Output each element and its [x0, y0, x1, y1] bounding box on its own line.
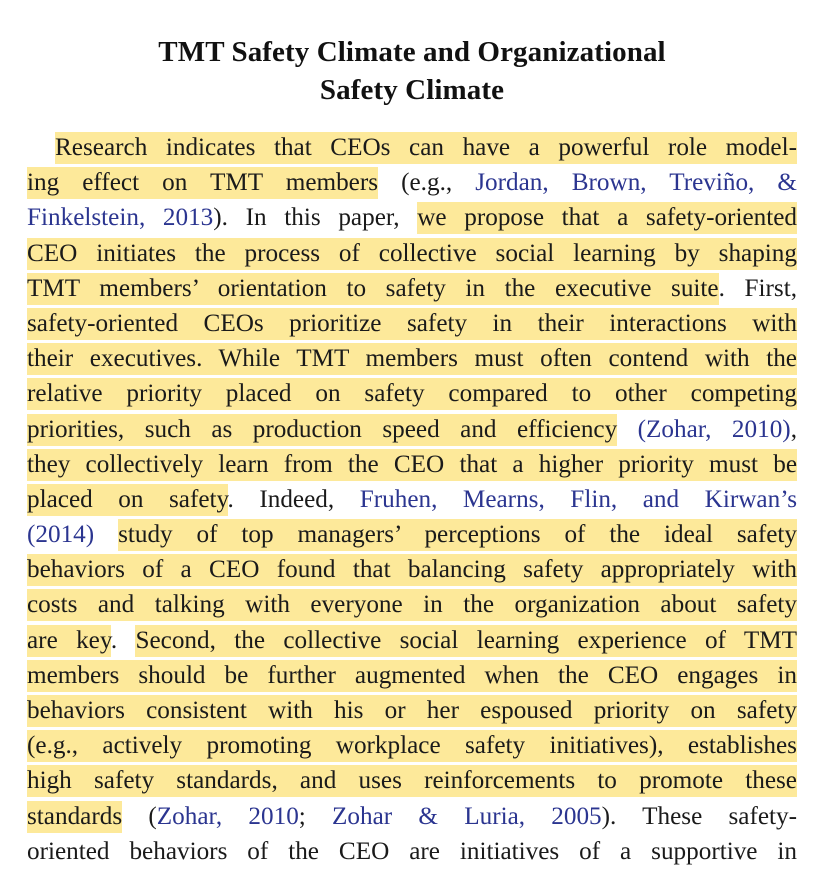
plain-text	[617, 416, 637, 443]
highlighted-text: high safety standards, and uses reinforcements to promote these	[27, 767, 797, 795]
plain-text: ;	[298, 802, 333, 830]
text-line	[27, 200, 797, 235]
highlighted-text: costs and talking with everyone in the organization about safety	[27, 591, 797, 619]
highlighted-text: CEO initiates the process of collective social learning by shaping	[27, 239, 797, 267]
plain-text: ). In this paper,	[213, 204, 418, 232]
plain-text	[94, 521, 118, 548]
text-line	[27, 165, 797, 200]
highlighted-text: placed on safety	[27, 485, 228, 513]
highlighted-text: TMT members’ orientation to safety in the executive suite	[27, 274, 719, 302]
text-line	[27, 271, 797, 306]
highlighted-text: their executives. While TMT members must often contend with the	[27, 345, 797, 373]
plain-text: ). These safety-	[601, 802, 798, 830]
text-line	[27, 623, 797, 658]
highlighted-text: ing effect on TMT members	[27, 169, 379, 197]
citation-link[interactable]: Jordan, Brown, Treviño, &	[475, 169, 797, 197]
text-line	[27, 341, 797, 376]
plain-text: (e.g.,	[378, 169, 476, 197]
text-line	[27, 552, 797, 587]
section-title-line-1: TMT Safety Climate and Organizational	[158, 36, 666, 68]
highlighted-text: we propose that a safety-oriented	[417, 204, 797, 232]
text-line	[27, 834, 797, 869]
highlighted-text: priorities, such as production speed and efficiency	[27, 415, 618, 443]
citation-link[interactable]: Zohar, 2010	[156, 802, 299, 830]
highlighted-text: behaviors of a CEO found that balancing safety appropriately with	[27, 556, 797, 584]
highlighted-text: safety-oriented CEOs prioritize safety in their interactions with	[27, 309, 797, 337]
plain-text: .	[110, 626, 136, 654]
body-paragraph	[27, 130, 797, 869]
highlighted-text: Research indicates that CEOs can have a powerful role model-	[55, 134, 797, 161]
text-line	[27, 376, 797, 411]
highlighted-text: standards	[27, 802, 123, 830]
plain-text: oriented behaviors of the CEO are initiatives of a supportive in	[27, 837, 797, 865]
highlighted-text: (e.g., actively promoting workplace safety initiatives), establishes	[27, 732, 797, 760]
text-line	[27, 799, 797, 834]
citation-link[interactable]: (Zohar, 2010)	[637, 415, 791, 443]
text-line	[27, 447, 797, 482]
plain-text: . Indeed,	[227, 485, 360, 513]
text-line	[27, 763, 797, 798]
text-line	[27, 130, 797, 165]
plain-text: . First,	[718, 274, 797, 302]
text-line	[27, 517, 797, 552]
text-line	[27, 306, 797, 341]
highlighted-text: study of top managers’ perceptions of the ideal safety	[118, 521, 797, 549]
section-title-line-2: Safety Climate	[319, 74, 505, 106]
highlighted-text: relative priority placed on safety compared to other competing	[27, 380, 797, 408]
highlighted-text: behaviors consistent with his or her espoused priority on safety	[27, 697, 797, 724]
text-line	[27, 412, 797, 447]
text-line	[27, 587, 797, 622]
citation-link[interactable]: Zohar & Luria, 2005	[332, 802, 602, 830]
citation-link[interactable]: Finkelstein, 2013	[27, 204, 214, 232]
text-line	[27, 728, 797, 763]
text-line	[27, 693, 797, 728]
text-line	[27, 482, 797, 517]
citation-link[interactable]: Fruhen, Mearns, Flin, and Kirwan’s	[359, 485, 798, 513]
highlighted-text: are key	[27, 626, 111, 654]
plain-text: ,	[790, 415, 797, 443]
citation-link[interactable]: (2014)	[27, 521, 95, 549]
text-line	[27, 236, 797, 271]
text-line	[27, 658, 797, 693]
highlighted-text: Second, the collective social learning experience of TMT	[135, 626, 797, 654]
highlighted-text: they collectively learn from the CEO that a higher priority must be	[27, 450, 797, 478]
highlighted-text: members should be further augmented when the CEO engages in	[27, 661, 797, 689]
section-title	[0, 33, 824, 109]
plain-text: (	[122, 802, 157, 830]
